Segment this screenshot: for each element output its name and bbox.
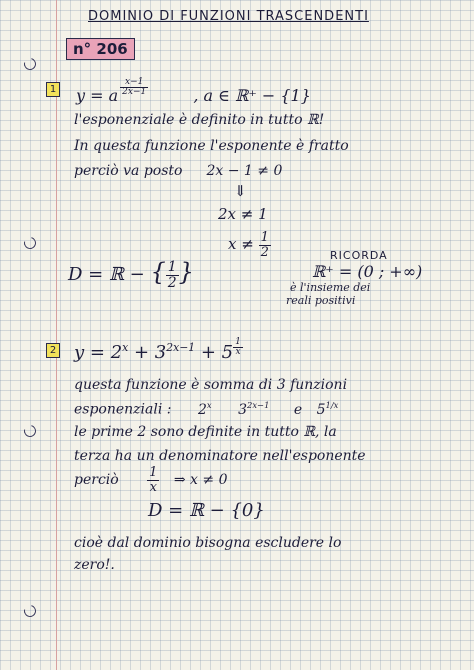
binder-hole-icon — [22, 423, 38, 439]
ex1-domain: D = ℝ − { $\frac{1}{2}$ } — [68, 258, 194, 291]
ex2-line7: zero!. — [74, 557, 115, 573]
reminder-line2: reali positivi — [286, 294, 356, 307]
ex2-line5: perciò $\frac{1}{x}$ ⇒ x ≠ 0 — [74, 465, 228, 495]
binder-hole-icon — [22, 56, 38, 72]
binder-hole-icon — [22, 235, 38, 251]
ex1-line1: l'esponenziale è definito in tutto ℝ! — [74, 112, 325, 128]
exercise-marker: 2 — [46, 343, 60, 358]
ex2-domain: D = ℝ − {0} — [148, 500, 265, 521]
exercise-number: n° 206 — [66, 38, 135, 60]
reminder-line1: è l'insieme dei — [290, 281, 371, 294]
page-title: DOMINIO DI FUNZIONI TRASCENDENTI — [88, 9, 369, 24]
ex2-function: $y = 2^x + 3^{2x-1} + 5$ $^{\frac{1}{x}}$ — [74, 337, 241, 363]
implies-arrow: ⇓ — [234, 182, 247, 200]
ex2-line3: le prime 2 sono definite in tutto ℝ, la — [74, 424, 337, 440]
ex1-step1: 2x ≠ 1 — [218, 205, 268, 223]
ex2-line6: cioè dal dominio bisogna escludere lo — [74, 535, 342, 551]
reminder-formula: ℝ⁺ = (0 ; +∞) — [312, 262, 423, 281]
ex1-step2: x ≠ $\frac{1}{2}$ — [228, 230, 269, 260]
ex2-line4: terza ha un denominatore nell'esponente — [74, 448, 366, 464]
reminder-heading: RICORDA — [330, 249, 388, 262]
ex1-line3: perciò va posto 2x − 1 ≠ 0 — [74, 163, 283, 179]
ex1-line2: In questa funzione l'esponente è fratto — [74, 138, 349, 154]
ex2-line2: esponenziali : 2$^x$ $3^{2x-1}$ e $5^{1/x}$ — [74, 400, 339, 418]
margin-line — [56, 0, 57, 670]
ex2-line1: questa funzione è somma di 3 funzioni — [74, 377, 348, 393]
ex1-function: y = a $\frac{x-1}{2x-1}$ , a ∈ ℝ⁺ − {1} — [76, 77, 311, 105]
exercise-marker: 1 — [46, 82, 60, 97]
reminder-note — [286, 249, 440, 307]
binder-hole-icon — [22, 603, 38, 619]
